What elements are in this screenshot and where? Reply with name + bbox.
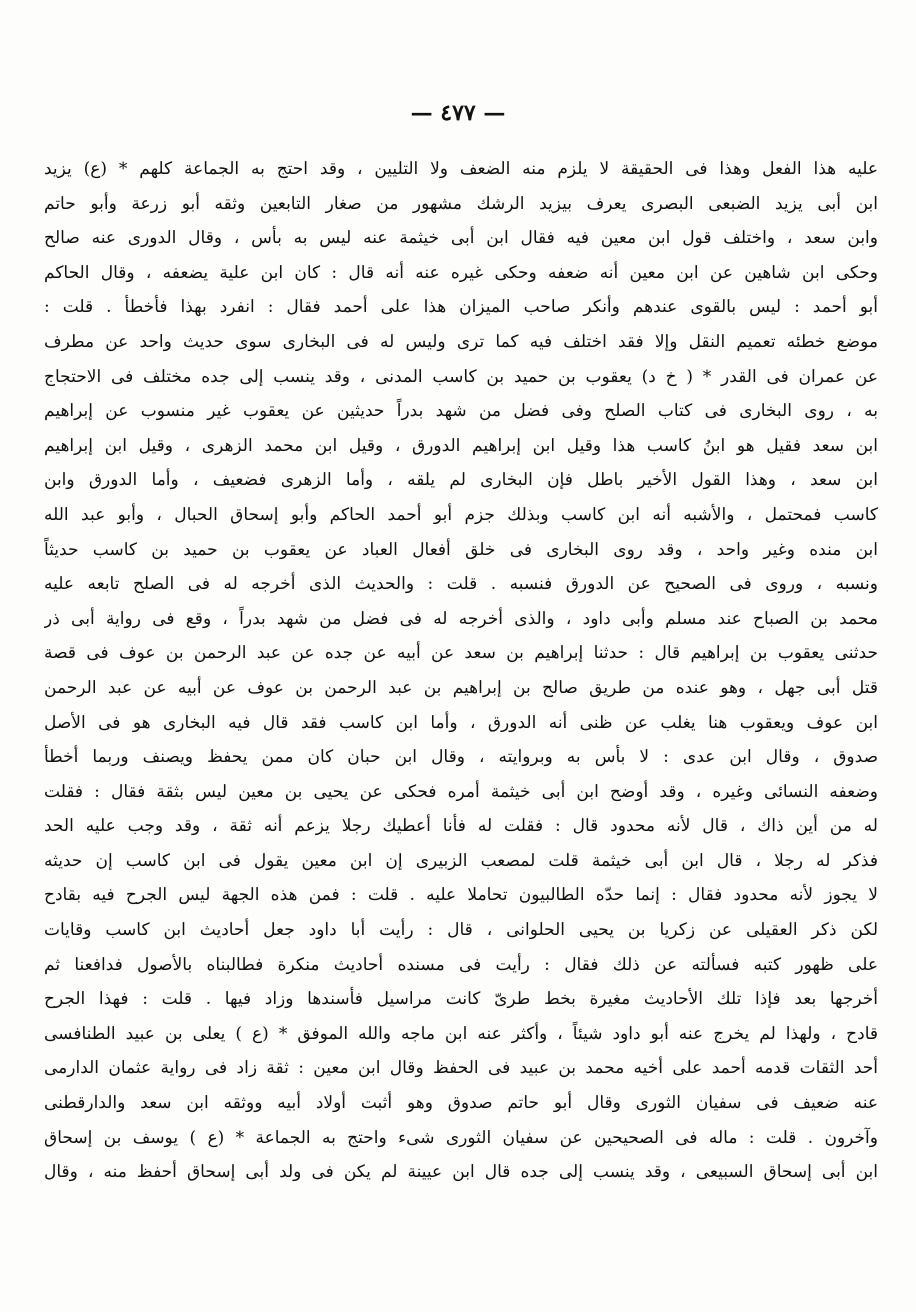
text-line: ابن أبى يزيد الضبعى البصرى يعرف بيزيد الرشك مشهور من صغار التابعين وثقه أبو زرعة وأبو حاتم (44, 193, 878, 214)
text-line: عن عمران فى القدر * ( خ د) يعقوب بن حميد بن كاسب المدنى ، وقد ينسب إلى جده مختلف فى الاحتجاج (44, 366, 878, 387)
text-line: ونسبه ، وروى فى الصحيح عن الدورق فنسبه . قلت : والحديث الذى أخرجه له فى الصلح تابعه عليه (44, 574, 878, 595)
text-line: لا يجوز لأنه محدود فقال : إنما حدّه الطالبيون تحاملا عليه . قلت : فمن هذه الجهة ليس الجرح فيه بقادح (44, 885, 878, 906)
body-text (44, 152, 878, 1190)
text-line: قادح ، ولهذا لم يخرج عنه أبو داود شيئاً ، وأكثر عنه ابن ماجه والله الموفق * (ع ) يعلى بن عبيد الطنافسى (44, 1023, 878, 1044)
text-line: وابن سعد ، واختلف قول ابن معين فيه فقال ابن أبى خيثمة عنه ليس به بأس ، وقال الدورى عنه صالح (44, 228, 878, 249)
text-line: ابن عوف ويعقوب هنا يغلب عن ظنى أنه الدورق ، وأما ابن كاسب فقد قال فيه البخارى هو فى الأصل (44, 712, 878, 733)
text-line: أحد الثقات قدمه أحمد على أخيه محمد بن عبيد فى الحفظ وقال ابن معين : ثقة زاد فى رواية عثمان الدارمى (44, 1058, 878, 1079)
text-line: أبو أحمد : ليس بالقوى عندهم وأنكر صاحب الميزان هذا على أحمد فقال : انفرد بهذا فأخطأ . قلت : (44, 297, 878, 318)
text-line: به ، روى البخارى فى كتاب الصلح وفى فضل من شهد بدراً حديثين عن يعقوب غير منسوب عن إبراهيم (44, 401, 878, 422)
text-line: قتل أبى جهل ، وهو عنده من طريق صالح بن إبراهيم بن عبد الرحمن بن عوف عن أبيه عن عبد الرحمن (44, 677, 878, 698)
text-line: حدثنى يعقوب بن إبراهيم قال : حدثنا إبراهيم بن سعد عن أبيه عن جده عن عبد الرحمن بن عوف فى قصة (44, 643, 878, 664)
text-line: عليه هذا الفعل وهذا فى الحقيقة لا يلزم منه الضعف ولا التليين ، وقد احتج به الجماعة كلهم * (ع) يزيد (44, 159, 878, 179)
text-line: موضع خطئه تعميم النقل وإلا فقد اختلف فيه كما ترى وليس له فى البخارى سوى حديث واحد عن مطرف (44, 331, 878, 352)
text-line: ابن أبى إسحاق السبيعى ، وقد ينسب إلى جده قال ابن عيينة لم يكن فى ولد أبى إسحاق أحفظ منه ، وقال (44, 1162, 878, 1183)
text-line: على ظهور كتبه فسألته عن ذلك فقال : رأيت فى مسنده أحاديث منكرة فطالبناه بالأصول فدافعنا ثم (44, 954, 878, 975)
text-line: أخرجها بعد فإذا تلك الأحاديث مغيرة بخط طرىّ كانت مراسيل فأسندها وزاد فيها . قلت : فهذا الجرح (44, 989, 878, 1010)
text-line: ابن منده وغير واحد ، وقد روى البخارى فى خلق أفعال العباد عن يعقوب بن حميد بن كاسب حديثاً (44, 539, 878, 560)
text-line: فذكر له رجلا ، قال ابن أبى خيثمة قلت لمصعب الزبيرى إن ابن معين يقول فى ابن كاسب إن حديثه (44, 850, 878, 871)
text-line: لكن ذكر العقيلى عن زكريا بن يحيى الحلوانى ، قال : رأيت أبا داود جعل أحاديث ابن كاسب وقايات (44, 920, 878, 941)
text-line: عنه ضعيف فى سفيان الثورى وقال أبو حاتم صدوق وهو أثبت أولاد أبيه ووثقه ابن سعد والدارقطنى (44, 1093, 878, 1114)
text-line: ابن سعد ، وهذا القول الأخير باطل فإن البخارى لم يلقه ، وأما الزهرى فضعيف ، وأما الدورق وابن (44, 470, 878, 491)
text-line: وآخرون . قلت : ماله فى الصحيحين عن سفيان الثورى شىء واحتج به الجماعة * (ع ) يوسف بن إسحاق (44, 1127, 878, 1148)
text-line: وضعفه النسائى وغيره ، وقد أوضح ابن أبى خيثمة أمره فحكى عن يحيى بن معين ليس بثقة فقال : فقلت (44, 781, 878, 802)
page-number: — ٤٧٧ — (410, 100, 506, 126)
text-line: كاسب فمحتمل ، والأشبه أنه ابن كاسب وبذلك جزم أبو أحمد الحاكم وأبو إسحاق الحبال ، وأبو عبد الله (44, 504, 878, 525)
text-line: محمد بن الصباح عند مسلم وأبى داود ، والذى أخرجه له فى فضل من شهد بدراً ، وقع فى رواية أبى ذر (44, 608, 878, 629)
text-line: ابن سعد فقيل هو ابنُ كاسب هذا وقيل ابن إبراهيم الدورق ، وقيل ابن محمد الزهرى ، وقيل ابن إبراهيم (44, 435, 878, 456)
text-line: صدوق ، وقال ابن عدى : لا بأس به وبروايته ، وقال ابن حبان كان ممن يحفظ ويصنف وربما أخطأ (44, 747, 878, 768)
text-line: له من أين ذاك ، قال لأنه محدود قال : فقلت له فأنا أعطيك رجلا يزعم أنه ثقة ، وقد وجب عليه الحد (44, 816, 878, 837)
text-line: وحكى ابن شاهين عن ابن معين أنه ضعفه وحكى غيره عنه أنه قال : كان ابن علية يضعفه ، وقال الحاكم (44, 262, 878, 283)
